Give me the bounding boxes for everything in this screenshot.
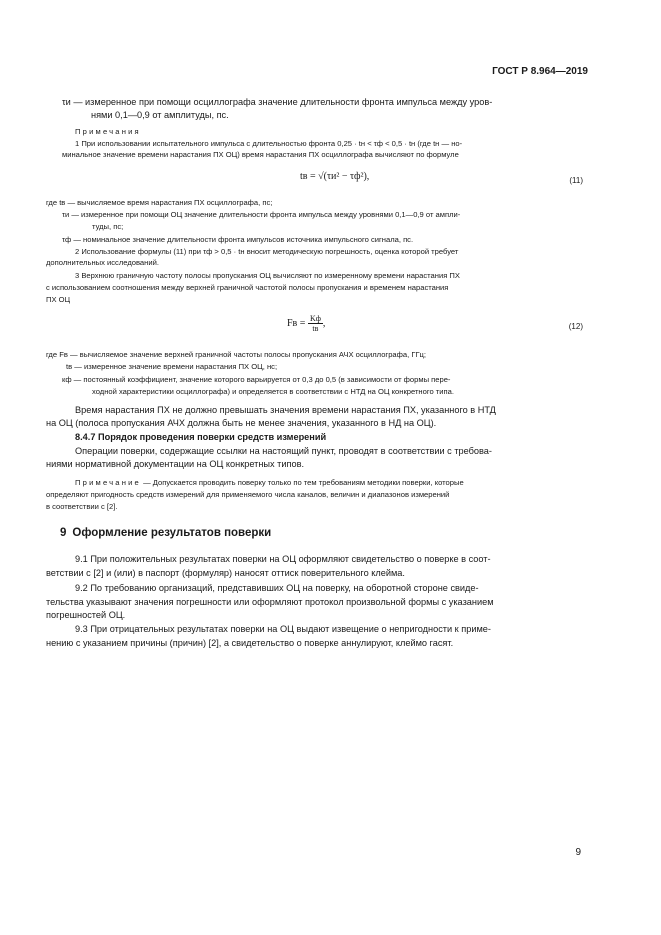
note3-line1: 3 Верхнюю граничную частоту полосы пропускания ОЦ вычисляют по измеренному времени нарастания ПХ <box>75 271 460 280</box>
rise-time-line2: на ОЦ (полоса пропускания АЧХ должна быть не менее значения, указанного в НД на ОЦ). <box>46 418 437 428</box>
note-single-line1 <box>75 477 464 489</box>
section-8-4-7-heading: 8.4.7 Порядок проведения поверки средств измерений <box>75 432 327 442</box>
p93-line1: 9.3 При отрицательных результатах поверки на ОЦ выдают извещение о непригодности к приме- <box>75 624 491 634</box>
note2-line1: 2 Использование формулы (11) при τф > 0,5 · tн вносит методическую погрешность, оценка которой требует <box>75 247 459 256</box>
note3-line3: ПХ ОЦ <box>46 295 71 304</box>
note3-line2: с использованием соотношения между верхней граничной частотой полосы пропускания и временем нарастания <box>46 283 449 292</box>
section-9-number: 9 <box>60 527 67 539</box>
formula-12-numerator: Kф <box>309 314 321 323</box>
tau-i-definition-line2: нями 0,1—0,9 от амплитуды, пс. <box>91 110 229 120</box>
p91-line1: 9.1 При положительных результатах поверки на ОЦ оформляют свидетельство о поверке в соот- <box>75 554 491 564</box>
note-single-line3: в соответствии с [2]. <box>46 502 118 511</box>
note1-line1: 1 При использовании испытательного импульса с длительностью фронта 0,25 · tн < τф < 0,5 · tн (где tн — но- <box>75 139 463 148</box>
where11-tau-f: τф — номинальное значение длительности фронта импульсов источника импульсного сигнала, пс. <box>62 235 414 244</box>
operations-line1: Операции поверки, содержащие ссылки на настоящий пункт, проводят в соответствии с требова- <box>75 446 492 456</box>
note1-line2: минальное значение времени нарастания ПХ ОЦ) время нарастания ПХ осциллографа вычисляют по формуле <box>62 150 459 159</box>
note-single-label: Примечание <box>75 478 141 487</box>
section-9-heading <box>60 527 271 539</box>
formula-12-tail: , <box>322 317 326 329</box>
where12-tv: tв — измеренное значение времени нарастания ПХ ОЦ, нс; <box>66 362 278 371</box>
p92-line1: 9.2 По требованию организаций, представивших ОЦ на поверку, на оборотной стороне свиде- <box>75 583 479 593</box>
note-single-line2: определяют пригодность средств измерений для применяемого числа каналов, величин и диапазонов измерений <box>46 490 450 499</box>
where11-tau-i-cont: туды, пс; <box>92 222 124 231</box>
p92-line3: погрешностей ОЦ. <box>46 610 126 620</box>
formula-12-lhs: Fв = <box>287 317 308 329</box>
p91-line2: ветствии с [2] и (или) в паспорт (формуляр) наносят оттиск поверительного клейма. <box>46 568 405 578</box>
where11-tv: где tв — вычисляемое время нарастания ПХ осциллографа, пс; <box>46 198 273 207</box>
rise-time-line1: Время нарастания ПХ не должно превышать значения времени нарастания ПХ, указанного в НТД <box>75 405 496 415</box>
operations-line2: ниями нормативной документации на ОЦ конкретных типов. <box>46 459 305 469</box>
p93-line2: нению с указанием причины (причин) [2], а свидетельство о поверке аннулируют, клеймо гасят. <box>46 638 454 648</box>
formula-11 <box>300 171 369 182</box>
document-header-id: ГОСТ Р 8.964—2019 <box>492 66 588 77</box>
note-single-text: — Допускается проводить поверку только по тем требованиям методики поверки, которые <box>140 478 464 487</box>
formula-12-number: (12) <box>568 322 583 331</box>
formula-12-fraction <box>308 314 323 333</box>
tau-i-definition-line1: τи — измеренное при помощи осциллографа значение длительности фронта импульса между уров- <box>62 97 493 107</box>
note2-line2: дополнительных исследований. <box>46 258 159 267</box>
formula-12-denominator: tв <box>312 324 319 333</box>
formula-11-number: (11) <box>569 176 583 185</box>
where11-tau-i: τи — измеренное при помощи ОЦ значение длительности фронта импульса между уровнями 0,1—0,9 от ампли- <box>62 210 461 219</box>
where12-kf: кф — постоянный коэффициент, значение которого варьируется от 0,3 до 0,5 (в зависимости от формы пере- <box>62 375 451 384</box>
formula-11-lhs: tв = <box>300 171 319 182</box>
formula-12 <box>287 314 325 333</box>
page-number: 9 <box>575 847 581 858</box>
p92-line2: тельства указывают значения погрешности или оформляют протокол произвольной формы с указанием <box>46 597 494 607</box>
section-9-title: Оформление результатов поверки <box>72 527 272 539</box>
where12-fv: где Fв — вычисляемое значение верхней граничной частоты полосы пропускания АЧХ осциллографа, ГГц; <box>46 350 427 359</box>
formula-11-rhs: √(τи² − τф²), <box>318 171 370 182</box>
notes-label: Примечания <box>75 127 141 136</box>
where12-kf-cont: ходной характеристики осциллографа) и определяется в соответствии с НТД на ОЦ конкретного типа. <box>92 387 454 396</box>
